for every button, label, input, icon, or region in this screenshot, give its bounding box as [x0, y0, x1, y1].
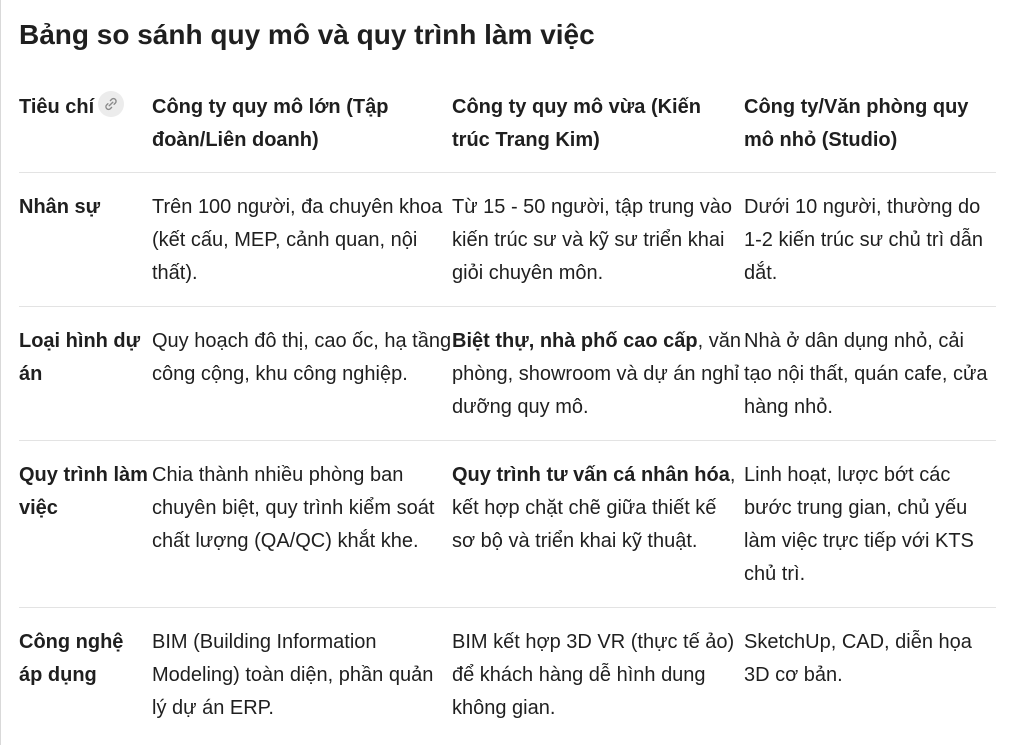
cell-large: BIM (Building Information Modeling) toàn diện, phần quản lý dự án ERP.	[152, 631, 434, 719]
cell-medium-emphasis: Biệt thự, nhà phố cao cấp	[452, 330, 698, 352]
table-row	[19, 608, 996, 742]
cell-medium-emphasis: Quy trình tư vấn cá nhân hóa	[452, 464, 730, 486]
cell-large: Trên 100 người, đa chuyên khoa (kết cấu, MEP, cảnh quan, nội thất).	[152, 173, 452, 307]
cell-small: Nhà ở dân dụng nhỏ, cải tạo nội thất, quán cafe, cửa hàng nhỏ.	[744, 307, 996, 441]
header-criterion-label: Tiêu chí	[19, 96, 95, 118]
cell-medium	[452, 608, 744, 742]
cell-medium	[452, 441, 744, 608]
header-criterion	[19, 91, 152, 173]
row-criterion: Công nghệ áp dụng	[19, 631, 124, 686]
cell-medium-text: , văn phòng, showroom và dự án nghỉ dưỡng quy mô.	[452, 330, 741, 418]
cell-medium	[452, 307, 744, 441]
table-row	[19, 307, 996, 441]
cell-large: Quy hoạch đô thị, cao ốc, hạ tầng công cộng, khu công nghiệp.	[152, 307, 452, 441]
row-criterion: Nhân sự	[19, 173, 152, 307]
cell-medium-text: Từ 15 - 50 người, tập trung vào kiến trúc sư và kỹ sư triển khai giỏi chuyên môn.	[452, 196, 733, 284]
cell-medium-text: , kết hợp chặt chẽ giữa thiết kế sơ bộ và triển khai kỹ thuật.	[452, 464, 736, 552]
table-header-row	[19, 91, 996, 173]
table-row	[19, 441, 996, 608]
cell-medium	[452, 173, 744, 307]
header-large-company: Công ty quy mô lớn (Tập đoàn/Liên doanh)	[152, 91, 452, 173]
page-title: Bảng so sánh quy mô và quy trình làm việc	[19, 19, 595, 50]
cell-medium-text: BIM kết hợp 3D VR (thực tế ảo) để khách hàng dễ hình dung không gian.	[452, 631, 735, 719]
cell-large: Chia thành nhiều phòng ban chuyên biệt, quy trình kiểm soát chất lượng (QA/QC) khắt khe.	[152, 441, 452, 608]
cell-small: Linh hoạt, lược bớt các bước trung gian, chủ yếu làm việc trực tiếp với KTS chủ trì.	[744, 441, 996, 608]
comparison-table	[19, 91, 996, 741]
header-medium-company: Công ty quy mô vừa (Kiến trúc Trang Kim)	[452, 91, 744, 173]
link-icon[interactable]	[98, 91, 124, 117]
cell-small: Dưới 10 người, thường do 1-2 kiến trúc sư chủ trì dẫn dắt.	[744, 173, 996, 307]
row-criterion: Quy trình làm việc	[19, 441, 152, 608]
cell-small: SketchUp, CAD, diễn họa 3D cơ bản.	[744, 631, 972, 686]
header-small-company: Công ty/Văn phòng quy mô nhỏ (Studio)	[744, 91, 996, 173]
row-criterion: Loại hình dự án	[19, 307, 152, 441]
table-row	[19, 173, 996, 307]
